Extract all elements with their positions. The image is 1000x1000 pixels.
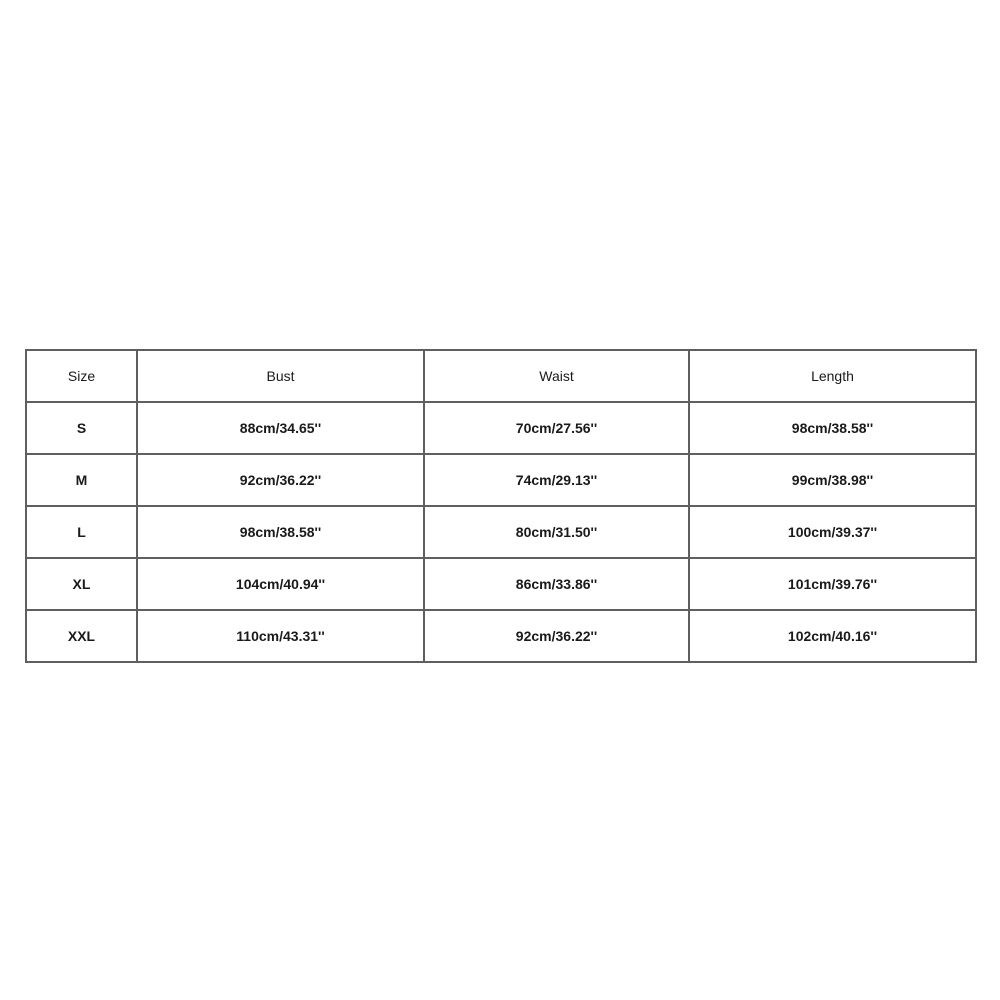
bust-cell: 88cm/34.65'' [137, 402, 424, 454]
size-cell: S [26, 402, 137, 454]
length-cell: 100cm/39.37'' [689, 506, 976, 558]
size-cell: M [26, 454, 137, 506]
bust-cell: 110cm/43.31'' [137, 610, 424, 662]
bust-cell: 104cm/40.94'' [137, 558, 424, 610]
table-header-row [26, 350, 976, 402]
waist-cell: 74cm/29.13'' [424, 454, 689, 506]
length-cell: 102cm/40.16'' [689, 610, 976, 662]
header-waist: Waist [424, 350, 689, 402]
size-chart-table [25, 349, 977, 663]
waist-cell: 86cm/33.86'' [424, 558, 689, 610]
table-row [26, 610, 976, 662]
table-row [26, 402, 976, 454]
table-row [26, 506, 976, 558]
waist-cell: 70cm/27.56'' [424, 402, 689, 454]
length-cell: 101cm/39.76'' [689, 558, 976, 610]
length-cell: 99cm/38.98'' [689, 454, 976, 506]
bust-cell: 98cm/38.58'' [137, 506, 424, 558]
header-size: Size [26, 350, 137, 402]
waist-cell: 80cm/31.50'' [424, 506, 689, 558]
size-cell: XXL [26, 610, 137, 662]
header-length: Length [689, 350, 976, 402]
length-cell: 98cm/38.58'' [689, 402, 976, 454]
header-bust: Bust [137, 350, 424, 402]
table-row [26, 454, 976, 506]
bust-cell: 92cm/36.22'' [137, 454, 424, 506]
table-row [26, 558, 976, 610]
waist-cell: 92cm/36.22'' [424, 610, 689, 662]
size-cell: L [26, 506, 137, 558]
size-cell: XL [26, 558, 137, 610]
